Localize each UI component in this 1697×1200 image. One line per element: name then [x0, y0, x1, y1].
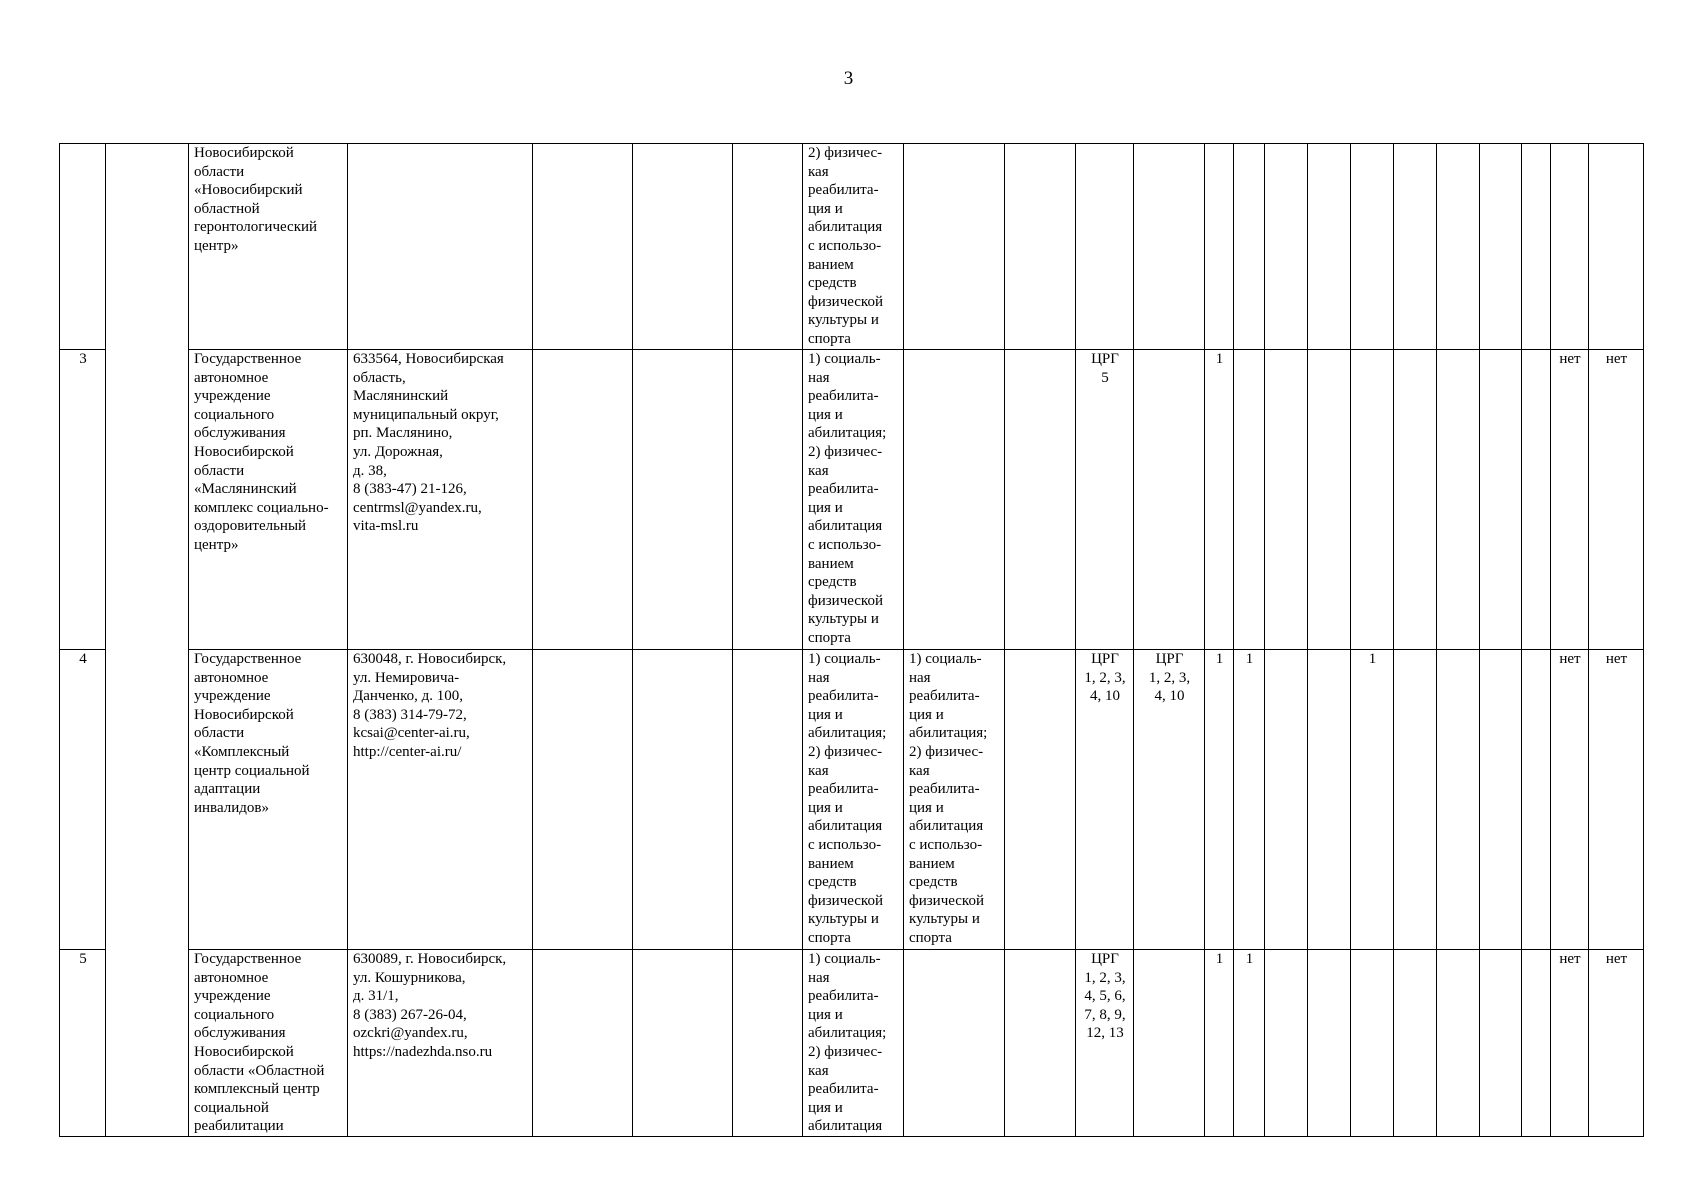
services-secondary: [904, 144, 1005, 350]
flag-cell-2: [1234, 350, 1265, 650]
empty-cell: [1394, 144, 1437, 350]
table-row: [60, 950, 1644, 1137]
availability-secondary: [1589, 144, 1644, 350]
empty-cell: [533, 350, 633, 650]
table-row: [60, 650, 1644, 950]
services-primary: 2) физичес- кая реабилита- ция и абилитация с использо- ванием средств физической культуры и спорта: [803, 144, 904, 350]
organization-name: Государственное автономное учреждение Новосибирской области «Комплексный центр социальной адаптации инвалидов»: [189, 650, 348, 950]
flag-cell-1: [1205, 144, 1234, 350]
flag-cell-1: 1: [1205, 650, 1234, 950]
empty-cell: [1265, 144, 1308, 350]
empty-cell: [533, 650, 633, 950]
empty-cell: [1394, 650, 1437, 950]
empty-cell: [1005, 650, 1076, 950]
empty-cell: [1308, 650, 1351, 950]
empty-cell: [1480, 650, 1522, 950]
services-secondary: [904, 350, 1005, 650]
services-secondary: [904, 950, 1005, 1137]
availability-primary: [1551, 144, 1589, 350]
empty-cell: [1522, 144, 1551, 350]
organization-address: 630048, г. Новосибирск, ул. Немировича- Данченко, д. 100, 8 (383) 314-79-72, kcsai@center-ai.ru, http://center-ai.ru/: [348, 650, 533, 950]
services-primary: 1) социаль- ная реабилита- ция и абилитация; 2) физичес- кая реабилита- ция и абилитация с использо- ванием средств физической культуры и спорта: [803, 350, 904, 650]
availability-primary: нет: [1551, 950, 1589, 1137]
empty-cell: [1005, 350, 1076, 650]
empty-cell: [1265, 650, 1308, 950]
row-number: 5: [60, 950, 106, 1137]
availability-secondary: нет: [1589, 350, 1644, 650]
organization-name: Государственное автономное учреждение социального обслуживания Новосибирской области «Маслянинский комплекс социально- оздоровительный центр»: [189, 350, 348, 650]
empty-cell: [1005, 144, 1076, 350]
empty-cell: [1308, 144, 1351, 350]
target-group-secondary: ЦРГ 1, 2, 3, 4, 10: [1134, 650, 1205, 950]
flag-cell-3: [1351, 950, 1394, 1137]
empty-cell: [1522, 650, 1551, 950]
empty-cell: [533, 950, 633, 1137]
empty-cell: [1437, 650, 1480, 950]
organization-address: 630089, г. Новосибирск, ул. Кошурникова, д. 31/1, 8 (383) 267-26-04, ozckri@yandex.ru, https://nadezhda.nso.ru: [348, 950, 533, 1137]
target-group-secondary: [1134, 144, 1205, 350]
flag-cell-2: 1: [1234, 650, 1265, 950]
services-primary: 1) социаль- ная реабилита- ция и абилитация; 2) физичес- кая реабилита- ция и абилитация: [803, 950, 904, 1137]
organization-address: [348, 144, 533, 350]
target-group-primary: ЦРГ 1, 2, 3, 4, 10: [1076, 650, 1134, 950]
flag-cell-2: 1: [1234, 950, 1265, 1137]
registry-table: [59, 143, 1644, 1137]
merged-category-cell: [106, 144, 189, 1137]
flag-cell-3: 1: [1351, 650, 1394, 950]
empty-cell: [1522, 350, 1551, 650]
flag-cell-3: [1351, 350, 1394, 650]
services-secondary: 1) социаль- ная реабилита- ция и абилитация; 2) физичес- кая реабилита- ция и абилитация с использо- ванием средств физической культуры и спорта: [904, 650, 1005, 950]
row-number: 3: [60, 350, 106, 650]
empty-cell: [1308, 350, 1351, 650]
services-primary: 1) социаль- ная реабилита- ция и абилитация; 2) физичес- кая реабилита- ция и абилитация с использо- ванием средств физической культуры и спорта: [803, 650, 904, 950]
empty-cell: [733, 950, 803, 1137]
row-number: [60, 144, 106, 350]
row-number: 4: [60, 650, 106, 950]
empty-cell: [1437, 950, 1480, 1137]
empty-cell: [1437, 144, 1480, 350]
availability-primary: нет: [1551, 650, 1589, 950]
empty-cell: [1265, 950, 1308, 1137]
empty-cell: [733, 650, 803, 950]
availability-secondary: нет: [1589, 950, 1644, 1137]
empty-cell: [633, 144, 733, 350]
target-group-secondary: [1134, 950, 1205, 1137]
availability-secondary: нет: [1589, 650, 1644, 950]
empty-cell: [1394, 350, 1437, 650]
table-row: [60, 144, 1644, 350]
organization-name: Новосибирской области «Новосибирский областной геронтологический центр»: [189, 144, 348, 350]
empty-cell: [1522, 950, 1551, 1137]
empty-cell: [633, 350, 733, 650]
empty-cell: [733, 350, 803, 650]
empty-cell: [1437, 350, 1480, 650]
empty-cell: [1005, 950, 1076, 1137]
empty-cell: [1265, 350, 1308, 650]
page-number: 3: [843, 68, 854, 89]
target-group-secondary: [1134, 350, 1205, 650]
flag-cell-1: 1: [1205, 950, 1234, 1137]
empty-cell: [733, 144, 803, 350]
empty-cell: [1480, 350, 1522, 650]
empty-cell: [1480, 144, 1522, 350]
empty-cell: [633, 950, 733, 1137]
flag-cell-1: 1: [1205, 350, 1234, 650]
table-row: [60, 350, 1644, 650]
empty-cell: [1480, 950, 1522, 1137]
organization-name: Государственное автономное учреждение социального обслуживания Новосибирской области «Областной комплексный центр социальной реабилитации: [189, 950, 348, 1137]
organization-address: 633564, Новосибирская область, Маслянинский муниципальный округ, рп. Маслянино, ул. Дорожная, д. 38, 8 (383-47) 21-126, centrmsl@yandex.ru, vita-msl.ru: [348, 350, 533, 650]
availability-primary: нет: [1551, 350, 1589, 650]
target-group-primary: ЦРГ 5: [1076, 350, 1134, 650]
target-group-primary: ЦРГ 1, 2, 3, 4, 5, 6, 7, 8, 9, 12, 13: [1076, 950, 1134, 1137]
empty-cell: [633, 650, 733, 950]
flag-cell-2: [1234, 144, 1265, 350]
target-group-primary: [1076, 144, 1134, 350]
flag-cell-3: [1351, 144, 1394, 350]
empty-cell: [1394, 950, 1437, 1137]
empty-cell: [533, 144, 633, 350]
empty-cell: [1308, 950, 1351, 1137]
